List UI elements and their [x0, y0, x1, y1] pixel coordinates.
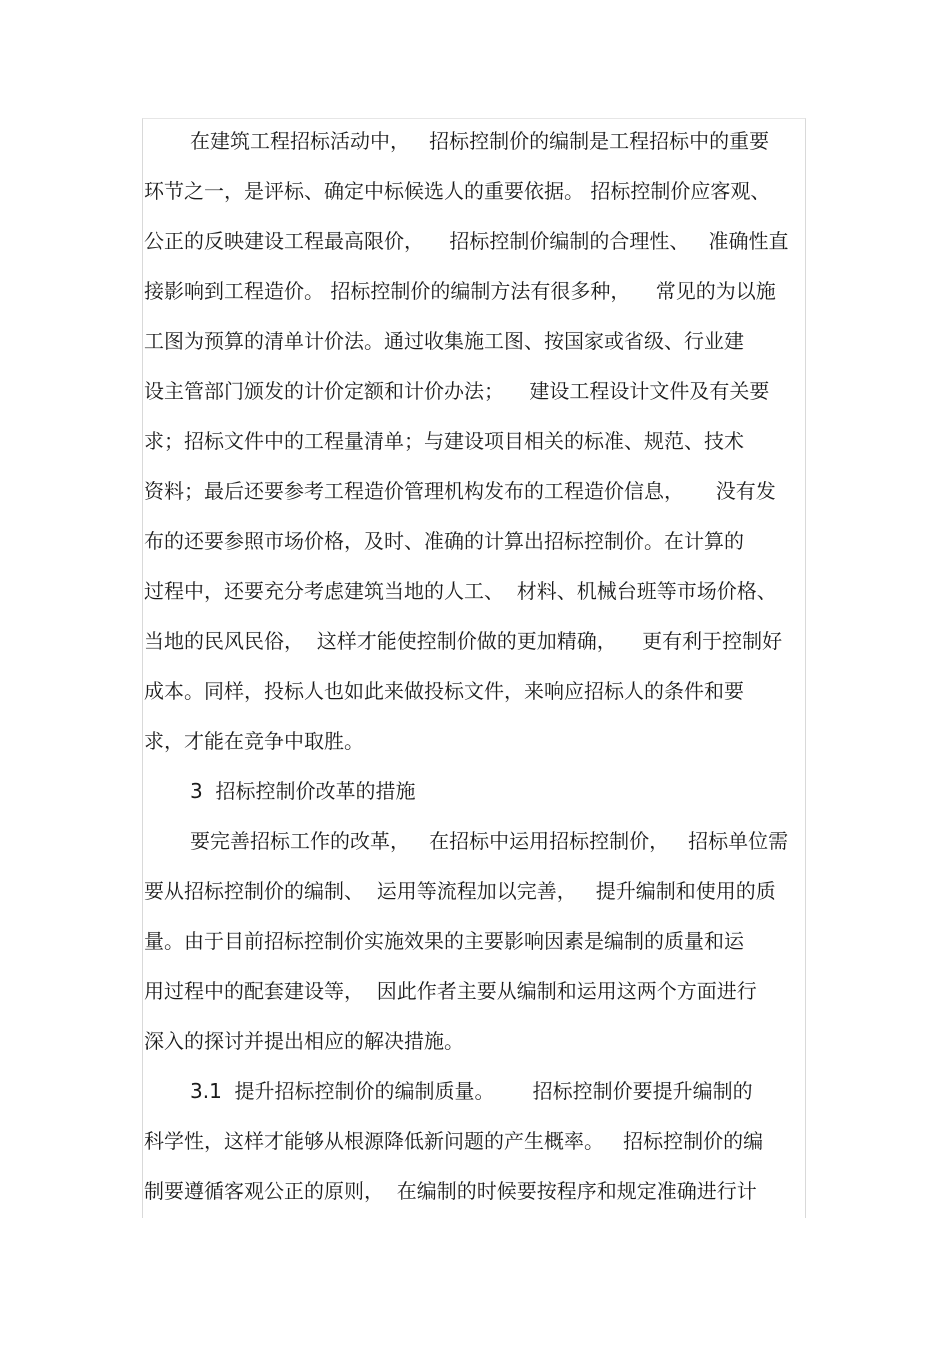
text-line: 过程中，还要充分考虑建筑当地的人工、 材料、机械台班等市场价格、: [144, 579, 777, 603]
text-line: 资料；最后还要参考工程造价管理机构发布的工程造价信息， 没有发: [144, 479, 776, 503]
section-heading: 3 招标控制价改革的措施: [190, 779, 416, 803]
text-line: 布的还要参照市场价格，及时、准确的计算出招标控制价。在计算的: [144, 529, 744, 553]
text-line: 制要遵循客观公正的原则， 在编制的时候要按程序和规定准确进行计: [144, 1179, 757, 1203]
text-line: 量。由于目前招标控制价实施效果的主要影响因素是编制的质量和运: [144, 929, 744, 953]
text-line: 科学性，这样才能够从根源降低新问题的产生概率。 招标控制价的编: [144, 1129, 764, 1153]
text-line: 用过程中的配套建设等， 因此作者主要从编制和运用这两个方面进行: [144, 979, 757, 1003]
text-line: 接影响到工程造价。 招标控制价的编制方法有很多种， 常见的为以施: [144, 279, 776, 303]
text-line: 求，才能在竞争中取胜。: [144, 729, 364, 753]
text-line: 要从招标控制价的编制、 运用等流程加以完善， 提升编制和使用的质: [144, 879, 776, 903]
text-line: 工图为预算的清单计价法。通过收集施工图、按国家或省级、行业建: [144, 329, 744, 353]
text-line: 公正的反映建设工程最高限价， 招标控制价编制的合理性、 准确性直: [144, 229, 789, 253]
text-line: 环节之一，是评标、确定中标候选人的重要依据。 招标控制价应客观、: [144, 179, 771, 203]
text-line: 要完善招标工作的改革， 在招标中运用招标控制价， 招标单位需: [190, 829, 789, 853]
text-line: 设主管部门颁发的计价定额和计价办法； 建设工程设计文件及有关要: [144, 379, 770, 403]
text-line: 在建筑工程招标活动中， 招标控制价的编制是工程招标中的重要: [190, 129, 770, 153]
text-line: 深入的探讨并提出相应的解决措施。: [144, 1029, 464, 1053]
document-body: [144, 122, 806, 1222]
text-line: 成本。同样，投标人也如此来做投标文件，来响应招标人的条件和要: [144, 679, 744, 703]
text-line: 当地的民风民俗， 这样才能使控制价做的更加精确， 更有利于控制好: [144, 629, 783, 653]
subsection-line: 3.1 提升招标控制价的编制质量。 招标控制价要提升编制的: [190, 1079, 753, 1103]
text-line: 求；招标文件中的工程量清单；与建设项目相关的标准、规范、技术: [144, 429, 744, 453]
